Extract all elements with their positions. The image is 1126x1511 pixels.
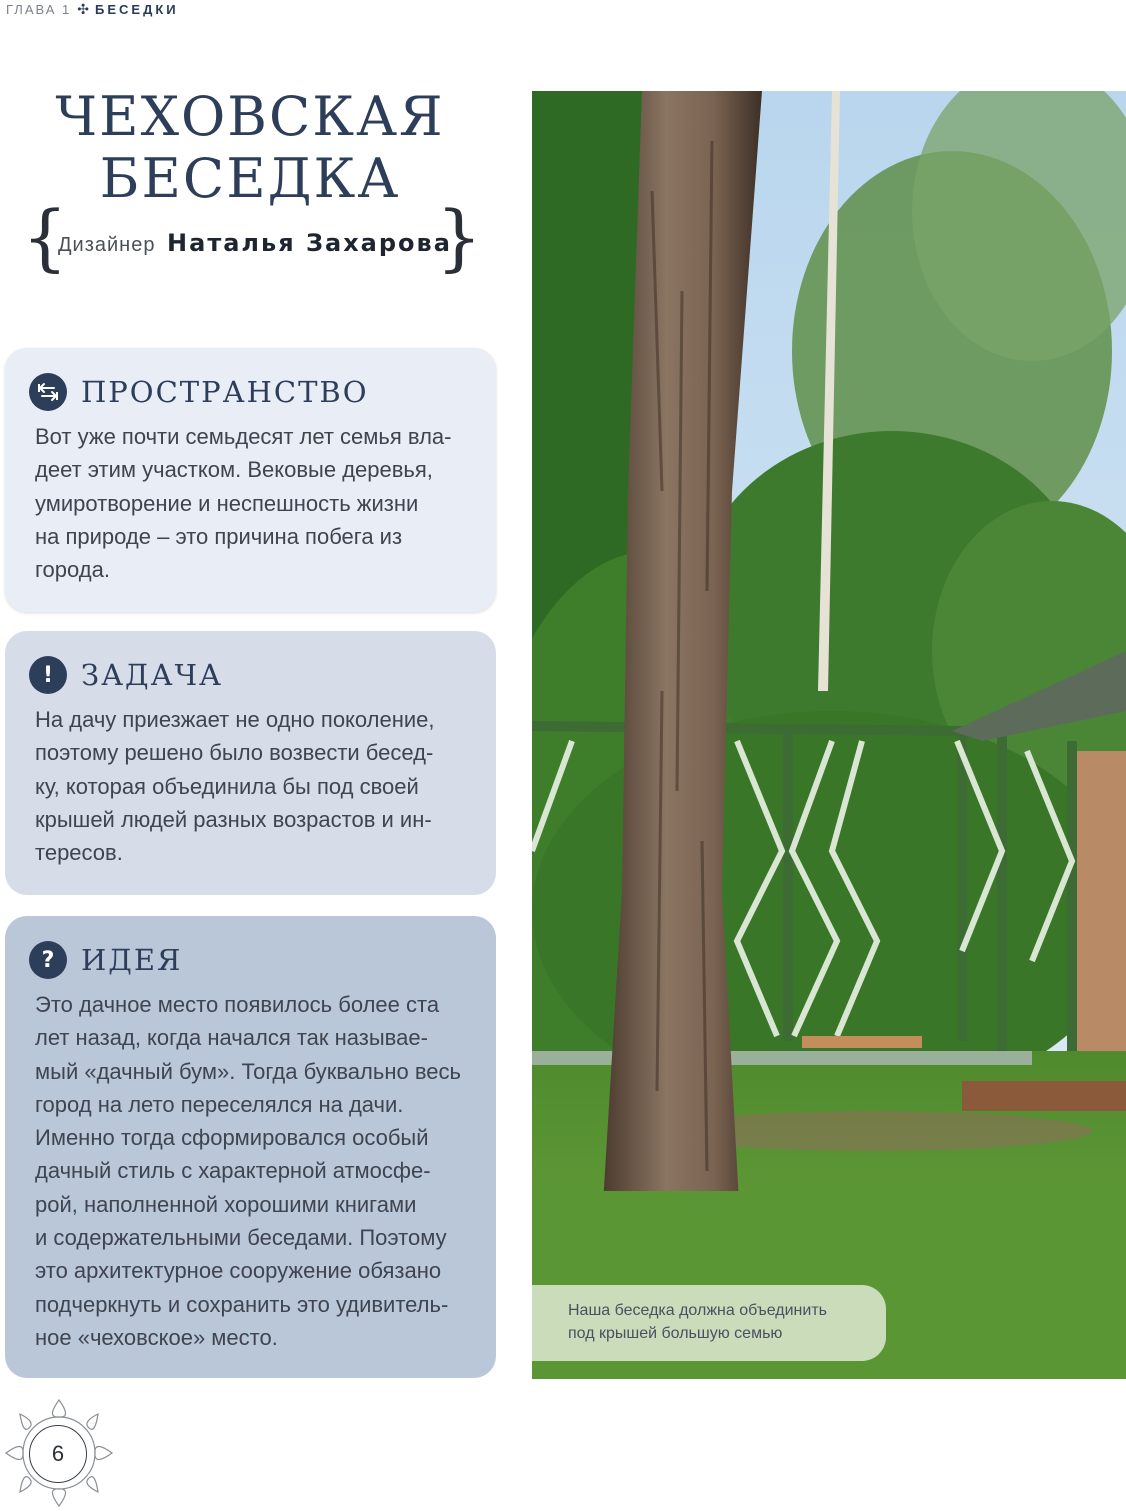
chapter-label: ГЛАВА 1 xyxy=(6,2,72,17)
card-text: На дачу приезжает не одно поколение, поэтому решено было возвести бесед- ку, которая объединила бы под своей крышей людей разных возрастов и ин- тересов. xyxy=(35,707,435,866)
ornament-separator-icon: ✣ xyxy=(77,1,89,17)
photo-illustration xyxy=(532,91,1126,1379)
photo-caption: Наша беседка должна объединить под крышей большую семью xyxy=(532,1285,886,1361)
designer-name: Наталья Захарова xyxy=(167,229,452,257)
card-title: ПРОСТРАНСТВО xyxy=(81,375,369,409)
question-icon: ? xyxy=(29,941,67,979)
card-text: Вот уже почти семьдесят лет семья вла- деет этим участком. Вековые деревья, умиротворение и неспешность жизни на природе – это причина побега из города. xyxy=(35,424,452,583)
card-title: ИДЕЯ xyxy=(81,943,183,977)
card-header xyxy=(29,940,466,980)
task-card xyxy=(5,631,496,895)
page-number: 6 xyxy=(29,1425,87,1483)
card-header xyxy=(29,372,466,412)
gazebo-photo xyxy=(532,91,1126,1379)
designer-credit xyxy=(22,195,482,285)
title-line-2: БЕСЕДКА xyxy=(99,147,401,210)
swap-arrows-icon xyxy=(29,373,67,411)
right-brace-icon: } xyxy=(436,195,482,279)
left-brace-icon: { xyxy=(22,195,68,279)
designer-role: Дизайнер xyxy=(58,234,156,256)
title-line-1: ЧЕХОВСКАЯ xyxy=(55,85,445,148)
running-head xyxy=(6,1,179,18)
card-text: Это дачное место появилось более ста лет назад, когда начался так называе- мый «дачный бум». Тогда буквально весь город на лето переселялся на дачи. Именно тогда сформировался особый дачный стиль с характерной атмосфе- рой, наполненной хорошими книгами и содержательными беседами. Поэтому это архитектурное сооружение обязано подчеркнуть и сохранить это удивитель- ное «чеховское» место. xyxy=(35,992,461,1350)
card-header xyxy=(29,655,466,695)
page-title xyxy=(0,86,500,210)
idea-card xyxy=(5,916,496,1378)
card-title: ЗАДАЧА xyxy=(81,658,223,692)
designer-text xyxy=(58,229,452,257)
space-card xyxy=(5,348,496,612)
exclamation-icon: ! xyxy=(29,656,67,694)
section-label: БЕСЕДКИ xyxy=(95,2,179,17)
